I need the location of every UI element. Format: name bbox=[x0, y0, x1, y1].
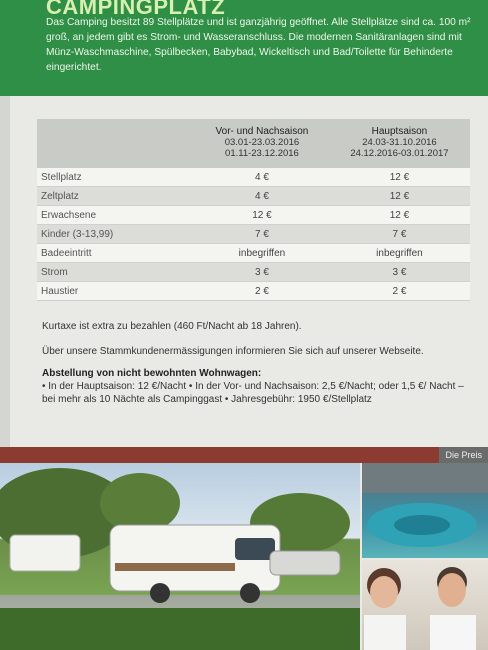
table-row bbox=[37, 168, 470, 187]
row-label: Haustier bbox=[37, 282, 195, 301]
divider-bar bbox=[0, 447, 488, 463]
table-row bbox=[37, 187, 470, 206]
row-label: Badeeintritt bbox=[37, 244, 195, 263]
table-row bbox=[37, 282, 470, 301]
col-mainseason-date1: 24.03-31.10.2016 bbox=[362, 137, 437, 148]
campervan-photo bbox=[0, 463, 360, 650]
row-value-offseason: 12 € bbox=[195, 206, 329, 225]
row-value-mainseason: 12 € bbox=[329, 168, 470, 187]
row-value-offseason: 2 € bbox=[195, 282, 329, 301]
page-title: CAMPINGPLATZ bbox=[46, 0, 226, 19]
row-value-offseason: 4 € bbox=[195, 187, 329, 206]
storage-title: Abstellung von nicht bewohnten Wohnwagen: bbox=[42, 368, 262, 379]
staff-photo bbox=[362, 560, 488, 650]
tourist-tax-note: Kurtaxe ist extra zu bezahlen (460 Ft/Nacht ab 18 Jahren). bbox=[42, 321, 302, 332]
row-label: Kinder (3-13,99) bbox=[37, 225, 195, 244]
col-mainseason-header bbox=[329, 119, 470, 168]
intro-text: Das Camping besitzt 89 Stellplätze und ist ganzjährig geöffnet. Alle Stellplätze sind ca. 100 m² groß, an jedem gibt es Strom- und Wasseranschluss. Die modernen Sanitäranlagen sind mit Münz-Waschmaschine, Spülbecken, Babybad, Wickeltisch und Bad/Toilette für Behinderte eingerichtet. bbox=[46, 17, 471, 73]
col-offseason-header bbox=[195, 119, 329, 168]
col-mainseason-date2: 24.12.2016-03.01.2017 bbox=[350, 148, 449, 159]
row-value-mainseason: 12 € bbox=[329, 206, 470, 225]
row-value-offseason: 4 € bbox=[195, 168, 329, 187]
row-value-mainseason: inbegriffen bbox=[329, 244, 470, 263]
table-row bbox=[37, 244, 470, 263]
storage-section bbox=[42, 367, 474, 406]
left-edge bbox=[0, 96, 10, 456]
row-label: Stellplatz bbox=[37, 168, 195, 187]
discount-note: Über unsere Stammkundenermässigungen informieren Sie sich auf unserer Webseite. bbox=[42, 346, 424, 357]
row-value-mainseason: 3 € bbox=[329, 263, 470, 282]
campervan-illustration bbox=[0, 463, 360, 650]
table-row bbox=[37, 206, 470, 225]
next-section-tag: Die Preis bbox=[439, 447, 488, 463]
thermal-pool-photo bbox=[362, 463, 488, 558]
col-offseason-date1: 03.01-23.03.2016 bbox=[224, 137, 300, 148]
row-label: Strom bbox=[37, 263, 195, 282]
people-illustration bbox=[362, 560, 488, 650]
empty-header bbox=[37, 119, 195, 168]
pool-illustration bbox=[362, 463, 488, 558]
col-mainseason-name: Hauptsaison bbox=[371, 126, 428, 137]
row-value-offseason: inbegriffen bbox=[195, 244, 329, 263]
row-label: Erwachsene bbox=[37, 206, 195, 225]
row-value-offseason: 7 € bbox=[195, 225, 329, 244]
row-value-mainseason: 7 € bbox=[329, 225, 470, 244]
table-row bbox=[37, 225, 470, 244]
price-table bbox=[37, 119, 470, 301]
row-value-mainseason: 12 € bbox=[329, 187, 470, 206]
row-value-mainseason: 2 € bbox=[329, 282, 470, 301]
header-band bbox=[0, 0, 488, 96]
col-offseason-name: Vor- und Nachsaison bbox=[215, 126, 309, 137]
storage-text: • In der Hauptsaison: 12 €/Nacht • In der Vor- und Nachsaison: 2,5 €/Nacht; oder 1,5 €/ Nacht – bei mehr als 10 Nächte als Campinggast • Jahresgebühr: 1950 €/Stellplatz bbox=[42, 381, 464, 405]
table-row bbox=[37, 263, 470, 282]
row-label: Zeltplatz bbox=[37, 187, 195, 206]
row-value-offseason: 3 € bbox=[195, 263, 329, 282]
col-offseason-date2: 01.11-23.12.2016 bbox=[225, 148, 299, 159]
